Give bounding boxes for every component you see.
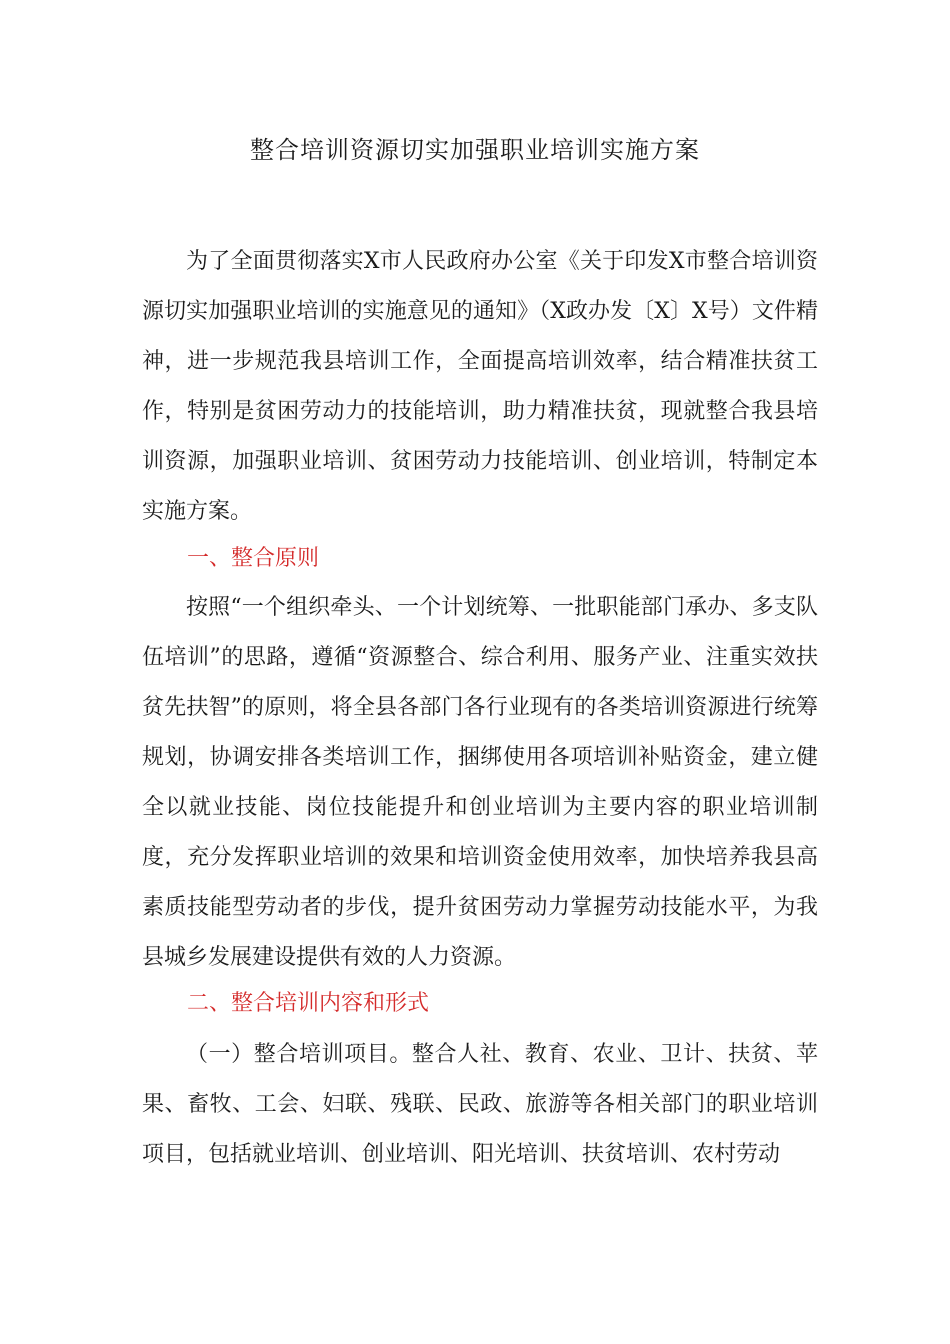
document-title: 整合培训资源切实加强职业培训实施方案	[250, 136, 700, 164]
training-projects-paragraph: （一）整合培训项目。整合人社、教育、农业、卫计、扶贫、苹果、畜牧、工会、妇联、残联、民政、旅游等各相关部门的职业培训项目，包括就业培训、创业培训、阳光培训、扶贫培训、农村劳动	[142, 1042, 818, 1167]
section-heading-content-form: 二、整合培训内容和形式	[187, 991, 430, 1016]
principles-paragraph: 按照“一个组织牵头、一个计划统筹、一批职能部门承办、多支队伍培训”的思路，遵循“资源整合、综合利用、服务产业、注重实效扶贫先扶智”的原则，将全县各部门各行业现有的各类培训资源进行统筹规划，协调安排各类培训工作，捆绑使用各项培训补贴资金，建立健全以就业技能、岗位技能提升和创业培训为主要内容的职业培训制度，充分发挥职业培训的效果和培训资金使用效率，加快培养我县高素质技能型劳动者的步伐，提升贫困劳动力掌握劳动技能水平，为我县城乡发展建设提供有效的人力资源。	[142, 595, 818, 970]
section-heading-principles: 一、整合原则	[187, 546, 320, 571]
intro-paragraph: 为了全面贯彻落实X市人民政府办公室《关于印发X市整合培训资源切实加强职业培训的实施意见的通知》（X政办发〔X〕X号）文件精神，进一步规范我县培训工作，全面提高培训效率，结合精准扶贫工作，特别是贫困劳动力的技能培训，助力精准扶贫，现就整合我县培训资源，加强职业培训、贫困劳动力技能培训、创业培训，特制定本实施方案。	[142, 249, 818, 524]
